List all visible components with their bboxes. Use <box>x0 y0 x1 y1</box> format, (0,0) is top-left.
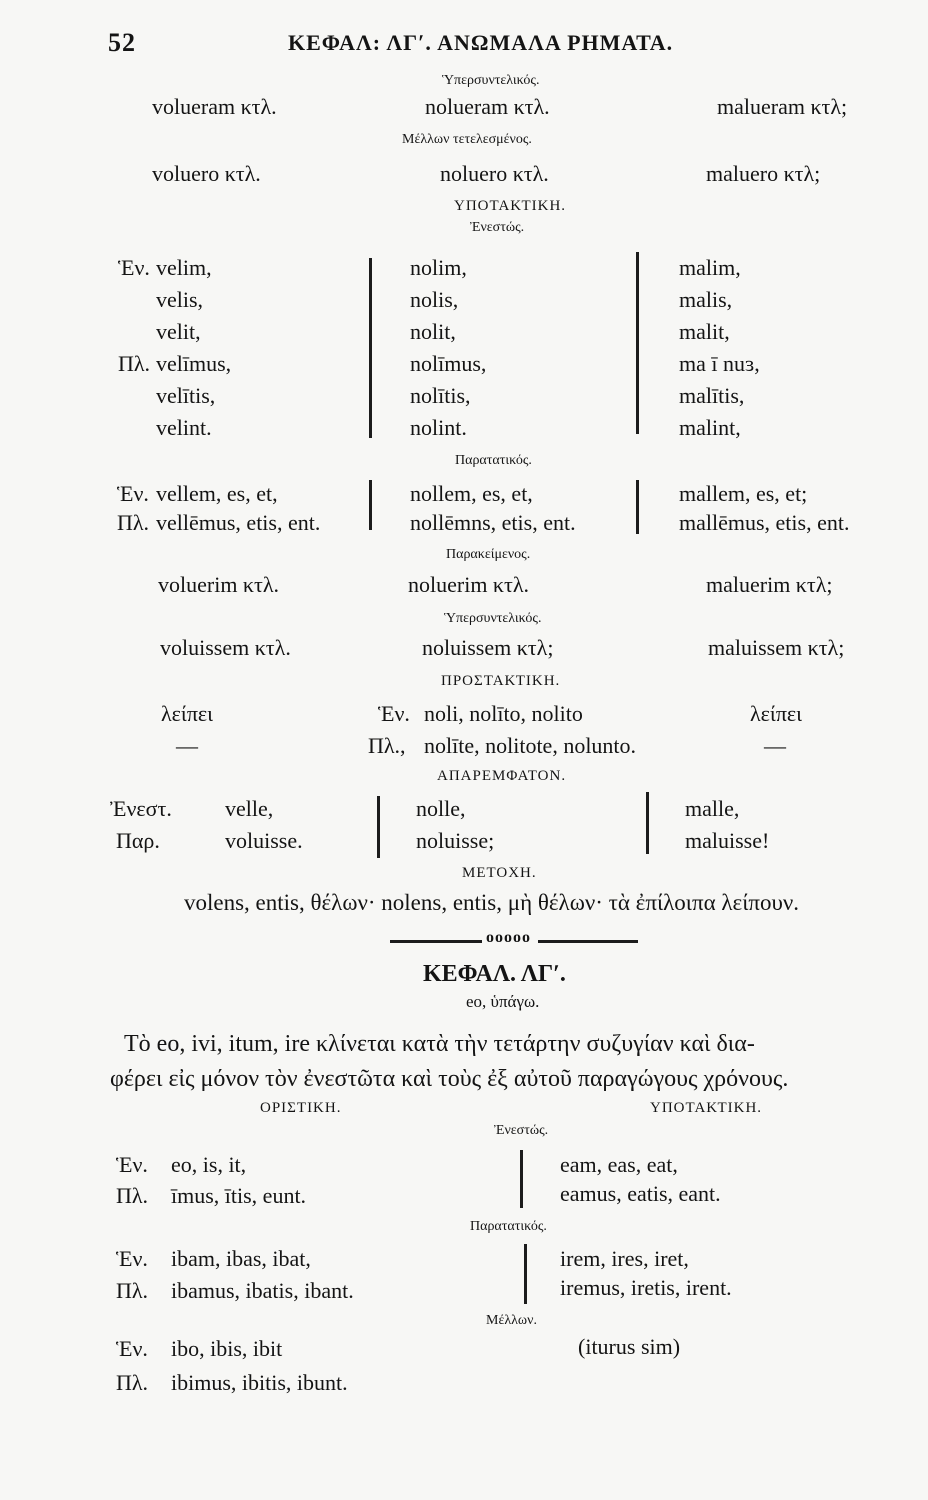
number-label-plural: Πλ. <box>116 1370 149 1395</box>
present-malle-1pl: ma ī nuɜ, <box>679 351 760 376</box>
column-divider <box>636 480 639 534</box>
section-title-indicative: ΟΡΙΣΤΙΚΗ. <box>260 1100 342 1116</box>
infinitive-nolle-present: nolle, <box>416 796 466 821</box>
pluperf-malle: maluissem κτλ; <box>708 635 845 660</box>
eo-future-indicative-sg: ibo, ibis, ibit <box>171 1336 283 1361</box>
eo-present-indicative-pl: īmus, ītis, eunt. <box>171 1183 307 1208</box>
imperative-nolle-pl: nolīte, nolitote, nolunto. <box>424 733 637 758</box>
number-label-singular: Ἑν. <box>116 1152 148 1177</box>
ornament: οοοοο <box>486 929 531 946</box>
number-label-singular: Ἑν. <box>117 481 149 506</box>
eo-future-indicative-pl: ibimus, ibitis, ibunt. <box>171 1370 348 1395</box>
tense-label-future-perfect: Μέλλων τετελεσμένος. <box>402 132 532 147</box>
imperfect-velle-sg: vellem, es, et, <box>156 481 278 506</box>
infinitive-velle-present: velle, <box>225 796 274 821</box>
running-title: ΚΕΦΑΛ: ΛΓʹ. ΑΝΩΜΑΛΑ ΡΗΜΑΤΑ. <box>288 30 674 55</box>
pluperfect-malle: malueram κτλ; <box>717 94 848 119</box>
section-title-imperative: ΠΡΟΣΤΑΚΤΙΚΗ. <box>441 673 561 689</box>
tense-label-pluperfect: Ὑπερσυντελικός. <box>442 73 540 88</box>
eo-present-indicative-sg: eo, is, it, <box>171 1152 247 1177</box>
imperative-velle-missing: λείπει <box>161 701 214 726</box>
perfect-velle: voluerim κτλ. <box>158 572 280 597</box>
column-divider <box>369 258 372 438</box>
present-nolle-1sg: nolim, <box>410 255 467 280</box>
chapter-verb: eo, ὑπάγω. <box>466 992 540 1011</box>
tense-label-present: Ἐνεστώς. <box>470 220 525 235</box>
present-malle-1sg: malim, <box>679 255 741 280</box>
number-label-singular: Ἑν. <box>378 701 410 726</box>
present-nolle-2pl: nolītis, <box>410 383 471 408</box>
tense-label-present: Ἐνεστ. <box>110 796 172 821</box>
present-velle-3pl: velint. <box>156 415 212 440</box>
infinitive-nolle-perfect: noluisse; <box>416 828 495 853</box>
present-malle-2pl: malītis, <box>679 383 745 408</box>
present-nolle-1pl: nolīmus, <box>410 351 487 376</box>
eo-present-subjunctive-sg: eam, eas, eat, <box>560 1152 678 1177</box>
column-divider <box>520 1150 523 1208</box>
number-label-plural: Πλ., <box>368 733 406 758</box>
imperative-malle-missing: λείπει <box>750 701 803 726</box>
column-divider <box>369 480 372 530</box>
number-label-plural: Πλ. <box>116 1183 149 1208</box>
present-nolle-3pl: nolint. <box>410 415 467 440</box>
present-velle-3sg: velit, <box>156 319 201 344</box>
futperf-velle: voluero κτλ. <box>152 161 261 186</box>
futperf-malle: maluero κτλ; <box>706 161 821 186</box>
infinitive-velle-perfect: voluisse. <box>225 828 303 853</box>
imperfect-malle-pl: mallēmus, etis, ent. <box>679 510 850 535</box>
number-label-plural: Πλ. <box>117 510 150 535</box>
present-malle-3pl: malint, <box>679 415 741 440</box>
perfect-nolle: noluerim κτλ. <box>408 572 530 597</box>
imperative-nolle-sg: noli, nolīto, nolito <box>424 701 583 726</box>
number-label-singular: Ἑν. <box>118 255 150 280</box>
tense-label-imperfect: Παρατατικός. <box>470 1219 547 1234</box>
number-label-plural: Πλ. <box>118 351 151 376</box>
tense-label-perfect: Παρ. <box>116 828 160 853</box>
number-label-singular: Ἑν. <box>116 1246 148 1271</box>
tense-label-pluperfect: Ὑπερσυντελικός. <box>444 611 542 626</box>
section-title-subjunctive: ΥΠΟΤΑΚΤΙΚΗ. <box>454 198 567 214</box>
perfect-malle: maluerim κτλ; <box>706 572 833 597</box>
present-nolle-3sg: nolit, <box>410 319 456 344</box>
page-number: 52 <box>108 28 136 57</box>
present-velle-2pl: velītis, <box>156 383 216 408</box>
ornament-rule-right <box>538 940 638 943</box>
tense-label-future: Μέλλων. <box>486 1313 537 1328</box>
present-malle-3sg: malit, <box>679 319 730 344</box>
column-divider <box>636 252 639 434</box>
participle-line: volens, entis, θέλων· nolens, entis, μὴ θέλων· τὰ ἐπίλοιπα λείπουν. <box>184 890 800 915</box>
eo-imperfect-subjunctive-pl: iremus, iretis, irent. <box>560 1275 732 1300</box>
present-velle-1sg: velim, <box>156 255 212 280</box>
pluperfect-nolle: nolueram κτλ. <box>425 94 550 119</box>
dash: — <box>176 733 198 758</box>
chapter-title: ΚΕΦΑΛ. ΛΓʹ. <box>423 961 566 987</box>
intro-paragraph-line-1: Τὸ eo, ivi, itum, ire κλίνεται κατὰ τὴν τετάρτην συζυγίαν καὶ δια- <box>124 1031 755 1057</box>
eo-imperfect-indicative-pl: ibamus, ibatis, ibant. <box>171 1278 354 1303</box>
present-velle-1pl: velīmus, <box>156 351 232 376</box>
pluperfect-velle: volueram κτλ. <box>152 94 277 119</box>
imperfect-velle-pl: vellēmus, etis, ent. <box>156 510 321 535</box>
infinitive-malle-perfect: maluisse! <box>685 828 770 853</box>
number-label-singular: Ἑν. <box>116 1336 148 1361</box>
section-title-subjunctive: ΥΠΟΤΑΚΤΙΚΗ. <box>650 1100 763 1116</box>
imperfect-nolle-pl: nollēmns, etis, ent. <box>410 510 576 535</box>
present-malle-2sg: malis, <box>679 287 733 312</box>
column-divider <box>646 792 649 854</box>
tense-label-perfect: Παρακείμενος. <box>446 547 531 562</box>
column-divider <box>377 796 380 858</box>
imperfect-malle-sg: mallem, es, et; <box>679 481 808 506</box>
present-velle-2sg: velis, <box>156 287 204 312</box>
number-label-plural: Πλ. <box>116 1278 149 1303</box>
eo-imperfect-subjunctive-sg: irem, ires, iret, <box>560 1246 689 1271</box>
eo-future-subjunctive: (iturus sim) <box>578 1334 681 1359</box>
present-nolle-2sg: nolis, <box>410 287 459 312</box>
infinitive-malle-present: malle, <box>685 796 740 821</box>
eo-imperfect-indicative-sg: ibam, ibas, ibat, <box>171 1246 311 1271</box>
imperfect-nolle-sg: nollem, es, et, <box>410 481 533 506</box>
column-divider <box>524 1244 527 1304</box>
tense-label-present: Ἐνεστώς. <box>494 1123 549 1138</box>
dash: — <box>764 733 786 758</box>
section-title-participle: ΜΕΤΟΧΗ. <box>462 865 537 881</box>
futperf-nolle: noluero κτλ. <box>440 161 549 186</box>
section-title-infinitive: ΑΠΑΡΕΜΦΑΤΟΝ. <box>437 768 567 784</box>
pluperf-velle: voluissem κτλ. <box>160 635 291 660</box>
tense-label-imperfect: Παρατατικός. <box>455 453 532 468</box>
pluperf-nolle: noluissem κτλ; <box>422 635 554 660</box>
eo-present-subjunctive-pl: eamus, eatis, eant. <box>560 1181 721 1206</box>
ornament-rule-left <box>390 940 482 943</box>
intro-paragraph-line-2: φέρει εἰς μόνον τὸν ἐνεστῶτα καὶ τοὺς ἐξ αὐτοῦ παραγώγους χρόνους. <box>110 1066 789 1092</box>
